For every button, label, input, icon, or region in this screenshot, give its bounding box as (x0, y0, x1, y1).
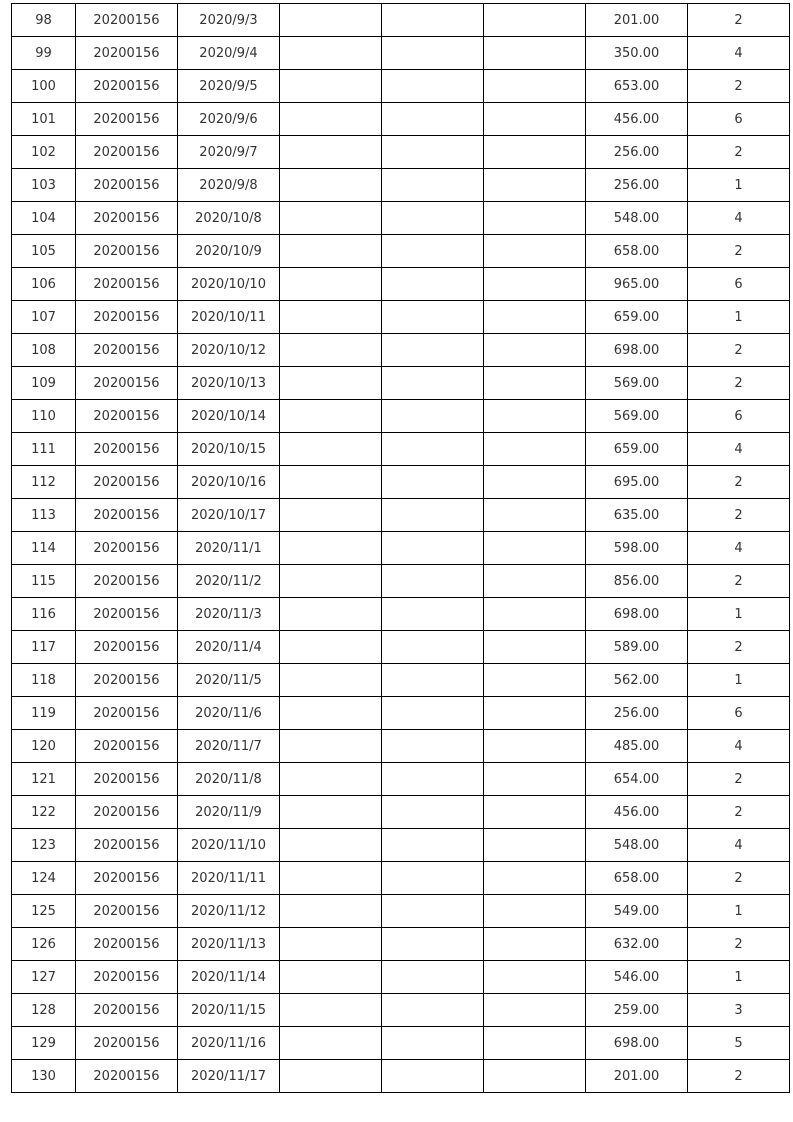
empty-cell (382, 631, 484, 664)
empty-cell (280, 202, 382, 235)
code-cell: 20200156 (76, 334, 178, 367)
amount-cell: 653.00 (586, 70, 688, 103)
amount-cell: 562.00 (586, 664, 688, 697)
empty-cell (382, 730, 484, 763)
row-number-cell: 128 (12, 994, 76, 1027)
empty-cell (484, 796, 586, 829)
date-cell: 2020/11/4 (178, 631, 280, 664)
date-cell: 2020/11/3 (178, 598, 280, 631)
table-row (12, 961, 790, 994)
empty-cell (484, 499, 586, 532)
quantity-cell: 1 (688, 301, 790, 334)
quantity-cell: 6 (688, 697, 790, 730)
quantity-cell: 4 (688, 37, 790, 70)
empty-cell (280, 466, 382, 499)
quantity-cell: 2 (688, 367, 790, 400)
table-row (12, 169, 790, 202)
amount-cell: 569.00 (586, 367, 688, 400)
table-row (12, 565, 790, 598)
row-number-cell: 110 (12, 400, 76, 433)
row-number-cell: 113 (12, 499, 76, 532)
table-row (12, 103, 790, 136)
empty-cell (484, 136, 586, 169)
empty-cell (484, 433, 586, 466)
amount-cell: 659.00 (586, 433, 688, 466)
row-number-cell: 112 (12, 466, 76, 499)
code-cell: 20200156 (76, 730, 178, 763)
date-cell: 2020/11/16 (178, 1027, 280, 1060)
date-cell: 2020/11/7 (178, 730, 280, 763)
empty-cell (484, 103, 586, 136)
date-cell: 2020/9/5 (178, 70, 280, 103)
quantity-cell: 4 (688, 829, 790, 862)
table-row (12, 202, 790, 235)
date-cell: 2020/11/11 (178, 862, 280, 895)
empty-cell (382, 697, 484, 730)
code-cell: 20200156 (76, 631, 178, 664)
empty-cell (484, 994, 586, 1027)
code-cell: 20200156 (76, 235, 178, 268)
empty-cell (484, 4, 586, 37)
amount-cell: 256.00 (586, 136, 688, 169)
code-cell: 20200156 (76, 70, 178, 103)
code-cell: 20200156 (76, 202, 178, 235)
empty-cell (382, 202, 484, 235)
date-cell: 2020/11/8 (178, 763, 280, 796)
empty-cell (382, 268, 484, 301)
quantity-cell: 2 (688, 235, 790, 268)
row-number-cell: 104 (12, 202, 76, 235)
row-number-cell: 117 (12, 631, 76, 664)
amount-cell: 256.00 (586, 169, 688, 202)
empty-cell (484, 202, 586, 235)
code-cell: 20200156 (76, 829, 178, 862)
amount-cell: 456.00 (586, 103, 688, 136)
empty-cell (484, 301, 586, 334)
table-row (12, 532, 790, 565)
amount-cell: 659.00 (586, 301, 688, 334)
code-cell: 20200156 (76, 664, 178, 697)
row-number-cell: 124 (12, 862, 76, 895)
amount-cell: 658.00 (586, 862, 688, 895)
table-row (12, 598, 790, 631)
quantity-cell: 2 (688, 631, 790, 664)
empty-cell (280, 565, 382, 598)
quantity-cell: 2 (688, 4, 790, 37)
table-row (12, 70, 790, 103)
empty-cell (382, 763, 484, 796)
empty-cell (382, 136, 484, 169)
empty-cell (280, 235, 382, 268)
empty-cell (484, 862, 586, 895)
quantity-cell: 2 (688, 565, 790, 598)
amount-cell: 698.00 (586, 334, 688, 367)
table-row (12, 400, 790, 433)
empty-cell (382, 433, 484, 466)
amount-cell: 698.00 (586, 598, 688, 631)
empty-cell (280, 961, 382, 994)
amount-cell: 201.00 (586, 4, 688, 37)
table-row (12, 1027, 790, 1060)
date-cell: 2020/11/1 (178, 532, 280, 565)
quantity-cell: 6 (688, 103, 790, 136)
empty-cell (382, 70, 484, 103)
code-cell: 20200156 (76, 1060, 178, 1093)
table-row (12, 664, 790, 697)
quantity-cell: 6 (688, 400, 790, 433)
empty-cell (382, 598, 484, 631)
code-cell: 20200156 (76, 136, 178, 169)
empty-cell (484, 532, 586, 565)
table-row (12, 37, 790, 70)
empty-cell (280, 367, 382, 400)
empty-cell (280, 301, 382, 334)
table-row (12, 499, 790, 532)
empty-cell (280, 664, 382, 697)
table-row (12, 433, 790, 466)
empty-cell (382, 532, 484, 565)
date-cell: 2020/10/8 (178, 202, 280, 235)
row-number-cell: 99 (12, 37, 76, 70)
row-number-cell: 105 (12, 235, 76, 268)
row-number-cell: 102 (12, 136, 76, 169)
date-cell: 2020/10/10 (178, 268, 280, 301)
row-number-cell: 130 (12, 1060, 76, 1093)
amount-cell: 350.00 (586, 37, 688, 70)
code-cell: 20200156 (76, 268, 178, 301)
table-row (12, 301, 790, 334)
quantity-cell: 4 (688, 730, 790, 763)
code-cell: 20200156 (76, 499, 178, 532)
empty-cell (484, 829, 586, 862)
empty-cell (484, 334, 586, 367)
empty-cell (484, 730, 586, 763)
quantity-cell: 4 (688, 433, 790, 466)
amount-cell: 695.00 (586, 466, 688, 499)
code-cell: 20200156 (76, 169, 178, 202)
empty-cell (484, 466, 586, 499)
empty-cell (280, 994, 382, 1027)
code-cell: 20200156 (76, 928, 178, 961)
date-cell: 2020/11/2 (178, 565, 280, 598)
row-number-cell: 122 (12, 796, 76, 829)
empty-cell (280, 400, 382, 433)
row-number-cell: 101 (12, 103, 76, 136)
empty-cell (280, 829, 382, 862)
amount-cell: 256.00 (586, 697, 688, 730)
row-number-cell: 103 (12, 169, 76, 202)
empty-cell (484, 235, 586, 268)
table-row (12, 466, 790, 499)
empty-cell (484, 664, 586, 697)
empty-cell (382, 103, 484, 136)
empty-cell (280, 103, 382, 136)
quantity-cell: 2 (688, 862, 790, 895)
empty-cell (382, 37, 484, 70)
row-number-cell: 123 (12, 829, 76, 862)
empty-cell (484, 763, 586, 796)
table-row (12, 862, 790, 895)
code-cell: 20200156 (76, 961, 178, 994)
code-cell: 20200156 (76, 4, 178, 37)
empty-cell (484, 268, 586, 301)
row-number-cell: 121 (12, 763, 76, 796)
row-number-cell: 119 (12, 697, 76, 730)
table-row (12, 334, 790, 367)
amount-cell: 654.00 (586, 763, 688, 796)
quantity-cell: 2 (688, 499, 790, 532)
code-cell: 20200156 (76, 532, 178, 565)
quantity-cell: 2 (688, 466, 790, 499)
date-cell: 2020/9/8 (178, 169, 280, 202)
row-number-cell: 107 (12, 301, 76, 334)
quantity-cell: 1 (688, 895, 790, 928)
table-body (12, 4, 790, 1093)
row-number-cell: 109 (12, 367, 76, 400)
quantity-cell: 1 (688, 169, 790, 202)
empty-cell (484, 400, 586, 433)
amount-cell: 485.00 (586, 730, 688, 763)
date-cell: 2020/10/15 (178, 433, 280, 466)
date-cell: 2020/11/10 (178, 829, 280, 862)
empty-cell (484, 697, 586, 730)
empty-cell (280, 37, 382, 70)
table-row (12, 763, 790, 796)
data-table (11, 3, 790, 1093)
empty-cell (382, 334, 484, 367)
empty-cell (484, 37, 586, 70)
amount-cell: 548.00 (586, 829, 688, 862)
empty-cell (382, 235, 484, 268)
empty-cell (280, 169, 382, 202)
row-number-cell: 129 (12, 1027, 76, 1060)
code-cell: 20200156 (76, 697, 178, 730)
quantity-cell: 1 (688, 664, 790, 697)
table-row (12, 895, 790, 928)
date-cell: 2020/10/13 (178, 367, 280, 400)
row-number-cell: 125 (12, 895, 76, 928)
code-cell: 20200156 (76, 565, 178, 598)
table-row (12, 730, 790, 763)
empty-cell (382, 565, 484, 598)
empty-cell (382, 796, 484, 829)
empty-cell (280, 631, 382, 664)
date-cell: 2020/10/11 (178, 301, 280, 334)
table-row (12, 1060, 790, 1093)
amount-cell: 632.00 (586, 928, 688, 961)
empty-cell (280, 598, 382, 631)
code-cell: 20200156 (76, 433, 178, 466)
date-cell: 2020/10/9 (178, 235, 280, 268)
quantity-cell: 3 (688, 994, 790, 1027)
empty-cell (280, 433, 382, 466)
empty-cell (484, 631, 586, 664)
empty-cell (382, 994, 484, 1027)
code-cell: 20200156 (76, 1027, 178, 1060)
amount-cell: 635.00 (586, 499, 688, 532)
empty-cell (382, 4, 484, 37)
empty-cell (484, 169, 586, 202)
empty-cell (382, 829, 484, 862)
empty-cell (382, 961, 484, 994)
row-number-cell: 120 (12, 730, 76, 763)
code-cell: 20200156 (76, 400, 178, 433)
date-cell: 2020/9/6 (178, 103, 280, 136)
empty-cell (280, 796, 382, 829)
amount-cell: 201.00 (586, 1060, 688, 1093)
date-cell: 2020/11/13 (178, 928, 280, 961)
amount-cell: 856.00 (586, 565, 688, 598)
amount-cell: 569.00 (586, 400, 688, 433)
table-row (12, 367, 790, 400)
code-cell: 20200156 (76, 466, 178, 499)
empty-cell (484, 565, 586, 598)
table-row (12, 268, 790, 301)
amount-cell: 658.00 (586, 235, 688, 268)
date-cell: 2020/11/9 (178, 796, 280, 829)
quantity-cell: 2 (688, 928, 790, 961)
row-number-cell: 111 (12, 433, 76, 466)
quantity-cell: 2 (688, 763, 790, 796)
table-row (12, 829, 790, 862)
row-number-cell: 98 (12, 4, 76, 37)
date-cell: 2020/11/17 (178, 1060, 280, 1093)
date-cell: 2020/9/3 (178, 4, 280, 37)
empty-cell (280, 70, 382, 103)
empty-cell (280, 532, 382, 565)
empty-cell (484, 895, 586, 928)
empty-cell (484, 598, 586, 631)
empty-cell (280, 136, 382, 169)
amount-cell: 965.00 (586, 268, 688, 301)
table-row (12, 928, 790, 961)
quantity-cell: 2 (688, 1060, 790, 1093)
empty-cell (280, 730, 382, 763)
empty-cell (280, 4, 382, 37)
amount-cell: 598.00 (586, 532, 688, 565)
empty-cell (280, 763, 382, 796)
code-cell: 20200156 (76, 895, 178, 928)
quantity-cell: 4 (688, 202, 790, 235)
date-cell: 2020/11/5 (178, 664, 280, 697)
table-row (12, 796, 790, 829)
date-cell: 2020/9/7 (178, 136, 280, 169)
table-row (12, 697, 790, 730)
amount-cell: 549.00 (586, 895, 688, 928)
row-number-cell: 100 (12, 70, 76, 103)
row-number-cell: 114 (12, 532, 76, 565)
empty-cell (382, 862, 484, 895)
date-cell: 2020/11/15 (178, 994, 280, 1027)
empty-cell (484, 928, 586, 961)
row-number-cell: 108 (12, 334, 76, 367)
empty-cell (382, 400, 484, 433)
amount-cell: 698.00 (586, 1027, 688, 1060)
empty-cell (280, 697, 382, 730)
row-number-cell: 118 (12, 664, 76, 697)
empty-cell (280, 928, 382, 961)
empty-cell (280, 1027, 382, 1060)
date-cell: 2020/11/14 (178, 961, 280, 994)
code-cell: 20200156 (76, 862, 178, 895)
date-cell: 2020/9/4 (178, 37, 280, 70)
row-number-cell: 116 (12, 598, 76, 631)
row-number-cell: 127 (12, 961, 76, 994)
table-row (12, 994, 790, 1027)
empty-cell (382, 664, 484, 697)
amount-cell: 589.00 (586, 631, 688, 664)
code-cell: 20200156 (76, 796, 178, 829)
empty-cell (382, 301, 484, 334)
empty-cell (382, 928, 484, 961)
code-cell: 20200156 (76, 367, 178, 400)
empty-cell (382, 1027, 484, 1060)
date-cell: 2020/11/12 (178, 895, 280, 928)
empty-cell (382, 466, 484, 499)
date-cell: 2020/10/12 (178, 334, 280, 367)
quantity-cell: 4 (688, 532, 790, 565)
amount-cell: 456.00 (586, 796, 688, 829)
empty-cell (382, 169, 484, 202)
row-number-cell: 106 (12, 268, 76, 301)
empty-cell (382, 499, 484, 532)
code-cell: 20200156 (76, 763, 178, 796)
empty-cell (484, 70, 586, 103)
empty-cell (280, 862, 382, 895)
code-cell: 20200156 (76, 37, 178, 70)
empty-cell (280, 895, 382, 928)
empty-cell (382, 367, 484, 400)
code-cell: 20200156 (76, 103, 178, 136)
quantity-cell: 5 (688, 1027, 790, 1060)
empty-cell (280, 1060, 382, 1093)
quantity-cell: 2 (688, 796, 790, 829)
table-row (12, 4, 790, 37)
quantity-cell: 6 (688, 268, 790, 301)
date-cell: 2020/10/14 (178, 400, 280, 433)
amount-cell: 259.00 (586, 994, 688, 1027)
table-row (12, 235, 790, 268)
empty-cell (484, 1027, 586, 1060)
code-cell: 20200156 (76, 301, 178, 334)
quantity-cell: 1 (688, 961, 790, 994)
date-cell: 2020/11/6 (178, 697, 280, 730)
empty-cell (280, 334, 382, 367)
empty-cell (382, 895, 484, 928)
empty-cell (382, 1060, 484, 1093)
quantity-cell: 2 (688, 70, 790, 103)
amount-cell: 548.00 (586, 202, 688, 235)
amount-cell: 546.00 (586, 961, 688, 994)
table-row (12, 136, 790, 169)
code-cell: 20200156 (76, 994, 178, 1027)
quantity-cell: 1 (688, 598, 790, 631)
row-number-cell: 115 (12, 565, 76, 598)
date-cell: 2020/10/17 (178, 499, 280, 532)
quantity-cell: 2 (688, 334, 790, 367)
date-cell: 2020/10/16 (178, 466, 280, 499)
table-row (12, 631, 790, 664)
empty-cell (484, 1060, 586, 1093)
empty-cell (280, 268, 382, 301)
quantity-cell: 2 (688, 136, 790, 169)
empty-cell (484, 961, 586, 994)
empty-cell (484, 367, 586, 400)
row-number-cell: 126 (12, 928, 76, 961)
code-cell: 20200156 (76, 598, 178, 631)
empty-cell (280, 499, 382, 532)
